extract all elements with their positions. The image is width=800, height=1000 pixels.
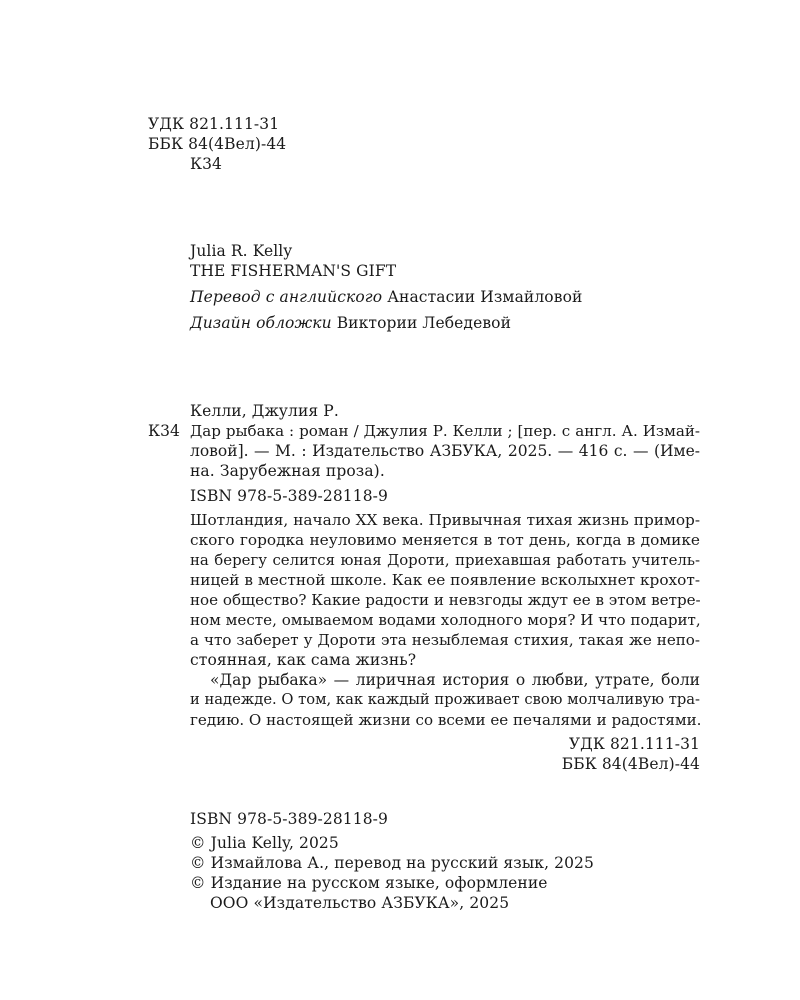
copyright-line-2: © Измайлова А., перевод на русский язык, 2025 [190,854,594,872]
catalog-author: Келли, Джулия Р. [190,402,339,420]
copyright-line-4: ООО «Издательство АЗБУКА», 2025 [210,894,510,912]
catalog-entry-line-1: Дар рыбака : роман / Джулия Р. Келли ; [пер. с англ. А. Измай- [190,422,700,440]
translation-credit [190,287,582,307]
design-label: Дизайн обложки [190,314,332,332]
catalog-entry-line-2: ловой]. — М. : Издательство АЗБУКА, 2025. — 416 с. — (Име- [190,442,700,460]
annotation-line-1: Шотландия, начало XX века. Привычная тихая жизнь примор- [190,511,700,529]
original-author: Julia R. Kelly [190,242,293,260]
udk-bottom: УДК 821.111-31 [568,735,700,753]
annotation-line-8: стоянная, как сама жизнь? [190,651,417,669]
copyright-line-1: © Julia Kelly, 2025 [190,834,339,852]
author-code-top: К34 [190,155,223,173]
annotation-line-7: а что заберет у Дороти эта незыблемая стихия, такая же непо- [190,631,700,649]
original-title: THE FISHERMAN'S GIFT [190,262,397,280]
annotation-line-9: «Дар рыбака» — лиричная история о любви, утрате, боли [210,671,700,689]
bbk-top: ББК 84(4Вел)-44 [148,135,287,153]
annotation-line-3: на берегу селится юная Дороти, приехавшая работать учитель- [190,551,700,569]
udk-top: УДК 821.111-31 [148,115,280,133]
catalog-entry-line-3: на. Зарубежная проза). [190,462,385,480]
catalog-code: К34 [148,422,181,440]
imprint-isbn: ISBN 978-5-389-28118-9 [190,810,388,828]
annotation-line-11: гедию. О настоящей жизни со всеми ее печалями и радостями. [190,711,702,729]
bbk-bottom: ББК 84(4Вел)-44 [561,755,700,773]
annotation-line-4: ницей в местной школе. Как ее появление всколыхнет крохот- [190,571,700,589]
design-credit [190,313,511,333]
translator-name: Анастасии Измайловой [387,288,583,306]
annotation-line-5: ное общество? Какие радости и невзгоды ждут ее в этом ветре- [190,591,701,609]
catalog-isbn: ISBN 978-5-389-28118-9 [190,487,388,505]
annotation-line-2: ского городка неуловимо меняется в тот день, когда в домике [190,531,700,549]
copyright-line-3: © Издание на русском языке, оформление [190,874,548,892]
designer-name: Виктории Лебедевой [336,314,512,332]
annotation-line-6: ном месте, омываемом водами холодного моря? И что подарит, [190,611,701,629]
annotation-line-10: и надежде. О том, как каждый проживает свою молчаливую тра- [190,691,700,708]
translation-label: Перевод с английского [190,288,383,306]
